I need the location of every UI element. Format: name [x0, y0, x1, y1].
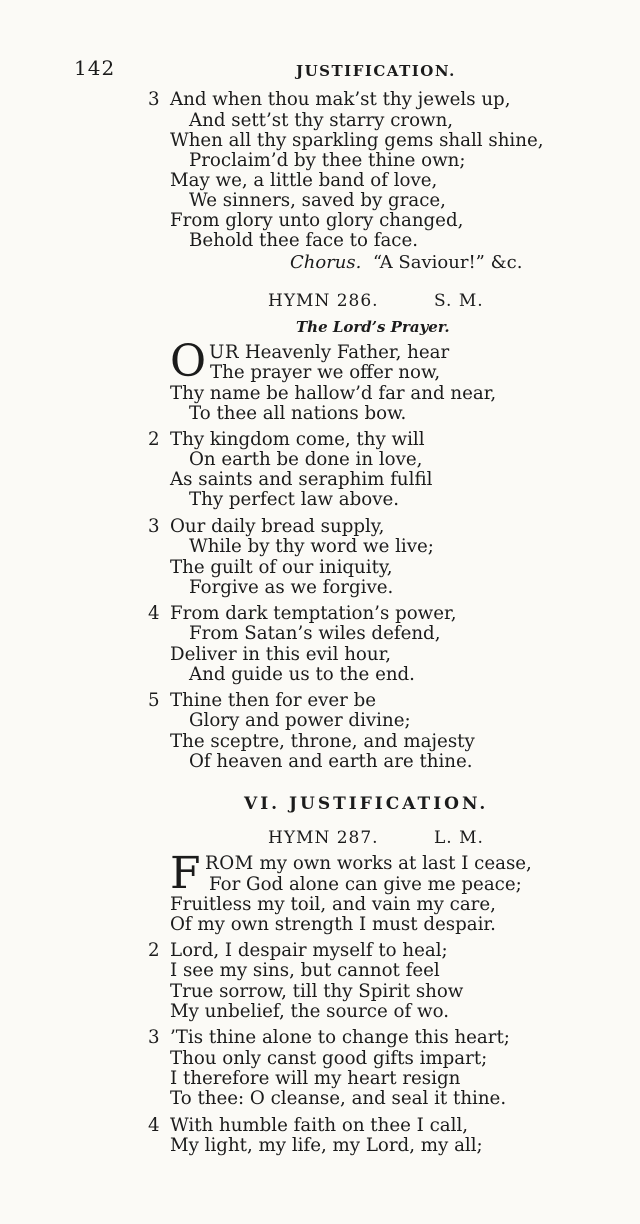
verse-line: Deliver in this evil hour,	[170, 644, 392, 665]
hymn-title: The Lord’s Prayer.	[296, 318, 450, 336]
verse-line: Of my own strength I must despair.	[170, 914, 496, 935]
verse-line: My unbelief, the source of wo.	[170, 1001, 449, 1022]
page-number: 142	[74, 56, 116, 80]
verse-line: Of heaven and earth are thine.	[189, 751, 473, 772]
verse-line: To thee: O cleanse, and seal it thine.	[170, 1088, 507, 1109]
verse-line: For God alone can give me peace;	[209, 874, 522, 895]
running-title: JUSTIFICATION.	[296, 62, 456, 80]
verse-line-first	[209, 343, 449, 364]
stanza-number: 3	[148, 1027, 160, 1048]
drop-cap: O	[170, 336, 207, 387]
verse-line: From Satan’s wiles defend,	[189, 623, 441, 644]
verse-line: To thee all nations bow.	[189, 403, 407, 424]
stanza-number: 5	[148, 690, 160, 711]
stanza-number: 4	[148, 603, 160, 624]
verse-line: Proclaim’d by thee thine own;	[189, 150, 466, 171]
verse-line: Our daily bread supply,	[170, 516, 385, 537]
verse-line: My light, my life, my Lord, my all;	[170, 1135, 483, 1156]
verse-line: True sorrow, till thy Spirit show	[170, 981, 464, 1002]
hymn-number-heading: HYMN 286.	[268, 291, 379, 311]
chorus-reference	[290, 252, 522, 273]
verse-line: Thine then for ever be	[170, 690, 377, 711]
verse-line: I see my sins, but cannot feel	[170, 960, 440, 981]
drop-cap: F	[170, 848, 201, 899]
verse-line: As saints and seraphim fulfil	[170, 469, 433, 490]
verse-line: The prayer we offer now,	[210, 362, 441, 383]
verse-line: From dark temptation’s power,	[170, 603, 457, 624]
stanza-number: 3	[148, 89, 160, 110]
stanza-number: 4	[148, 1115, 160, 1136]
first-line-rest: my own works at last I cease,	[253, 853, 532, 874]
hymn-meter: L. M.	[434, 828, 484, 848]
verse-line: Lord, I despair myself to heal;	[170, 940, 448, 961]
verse-line-first	[205, 854, 532, 875]
stanza-number: 2	[148, 940, 160, 961]
verse-line: I therefore will my heart resign	[170, 1068, 461, 1089]
verse-line: Glory and power divine;	[189, 710, 411, 731]
first-word-rest: ROM	[205, 853, 254, 874]
verse-line: Thy name be hallow’d far and near,	[170, 383, 497, 404]
verse-line: Behold thee face to face.	[189, 230, 419, 251]
verse-line: When all thy sparkling gems shall shine,	[170, 130, 544, 151]
verse-line: Thou only canst good gifts impart;	[170, 1048, 488, 1069]
chorus-text: “A Saviour!” &c.	[372, 252, 523, 273]
verse-line: And when thou mak’st thy jewels up,	[170, 89, 511, 110]
verse-line: And sett’st thy starry crown,	[189, 110, 454, 131]
first-word-rest: UR	[209, 342, 240, 363]
verse-line: And guide us to the end.	[189, 664, 415, 685]
verse-line: Thy kingdom come, thy will	[170, 429, 425, 450]
stanza-number: 2	[148, 429, 160, 450]
verse-line: The guilt of our iniquity,	[170, 557, 393, 578]
verse-line: The sceptre, throne, and majesty	[170, 731, 475, 752]
verse-line: With humble faith on thee I call,	[170, 1115, 469, 1136]
verse-line: We sinners, saved by grace,	[189, 190, 446, 211]
section-heading: VI. JUSTIFICATION.	[244, 794, 489, 814]
verse-line: Forgive as we forgive.	[189, 577, 394, 598]
verse-line: ’Tis thine alone to change this heart;	[170, 1027, 510, 1048]
verse-line: From glory unto glory changed,	[170, 210, 464, 231]
verse-line: May we, a little band of love,	[170, 170, 438, 191]
chorus-label: Chorus.	[290, 252, 362, 273]
verse-line: Fruitless my toil, and vain my care,	[170, 894, 496, 915]
first-line-rest: Heavenly Father, hear	[239, 342, 450, 363]
verse-line: Thy perfect law above.	[189, 489, 400, 510]
hymn-meter: S. M.	[434, 291, 484, 311]
verse-line: On earth be done in love,	[189, 449, 423, 470]
hymn-number-heading: HYMN 287.	[268, 828, 379, 848]
stanza-number: 3	[148, 516, 160, 537]
verse-line: While by thy word we live;	[189, 536, 434, 557]
